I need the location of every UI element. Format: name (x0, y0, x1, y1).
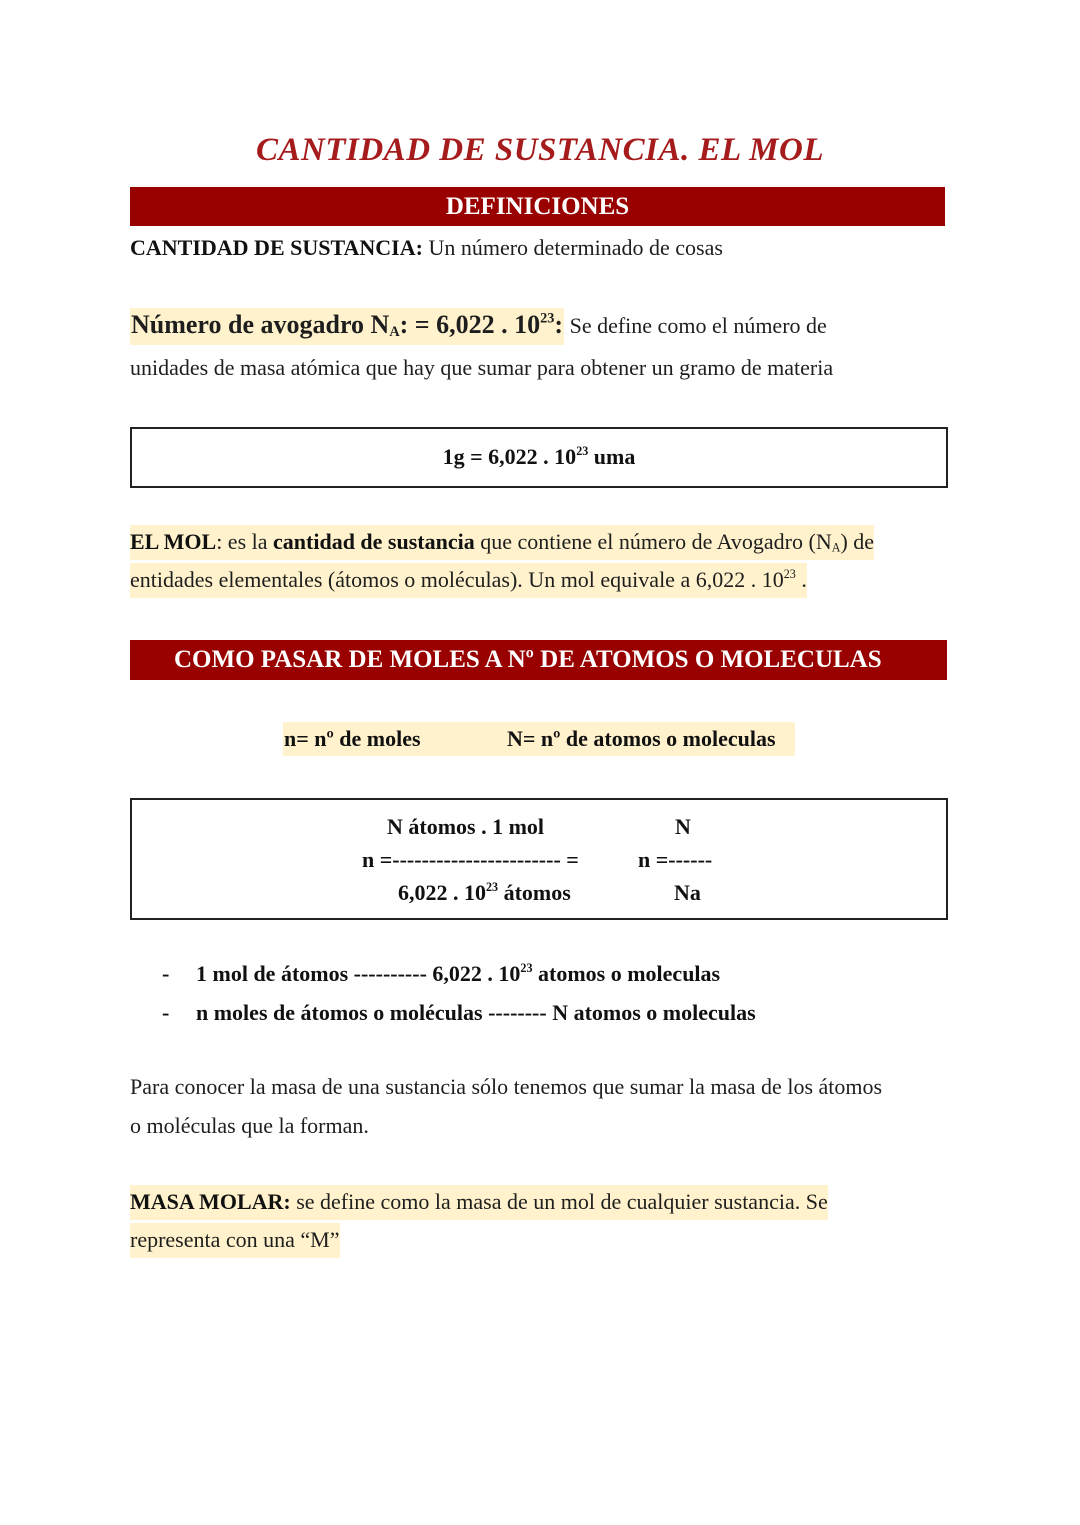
cantidad-definition (130, 229, 723, 267)
mol-definition-line1 (130, 523, 874, 561)
mol-definition-line2 (130, 561, 807, 599)
formula2-denominator: Na (674, 880, 701, 905)
bullet-item-end: atomos o moleculas (532, 961, 721, 986)
avogadro-text-line1: Se define como el número de (564, 313, 827, 338)
equivalence-sup: 23 (576, 443, 589, 458)
variable-N-label: N (507, 726, 523, 751)
equivalence-part1: 1g = 6,022 . 10 (442, 444, 577, 469)
mol-sub: A (831, 540, 841, 555)
page-title: CANTIDAD DE SUSTANCIA. EL MOL (256, 132, 824, 168)
formula1-denominator-sup: 23 (486, 879, 499, 894)
avogadro-label-text: Número de avogadro N (131, 310, 390, 339)
mol-line2-end: . (795, 567, 807, 592)
formula2-numerator: N (675, 814, 691, 839)
bullet-item-text: 1 mol de átomos ---------- 6,022 . 10 (196, 961, 521, 986)
formula1-denominator-unit: átomos (498, 880, 571, 905)
avogadro-sub: A (389, 323, 400, 340)
equivalence-part2: uma (588, 444, 636, 469)
avogadro-sup: 23 (540, 310, 555, 327)
variable-n (284, 720, 421, 758)
avogadro-label (130, 308, 564, 345)
formula2-line: n =------ (638, 847, 713, 872)
variable-N-text: = nº de atomos o moleculas (522, 726, 776, 751)
formula1-denominator (398, 880, 571, 906)
mol-label: EL MOL (130, 529, 217, 554)
formula1-line: n =----------------------- = (362, 847, 579, 872)
masa-molar-line2-text: representa con una “M” (130, 1223, 340, 1258)
masa-paragraph-line1: Para conocer la masa de una sustancia sólo tenemos que sumar la masa de los átomos (130, 1074, 883, 1099)
avogadro-text-line2: unidades de masa atómica que hay que sumar para obtener un gramo de materia (130, 355, 834, 380)
mol-text2: que contiene el número de Avogadro (N (474, 529, 832, 554)
formula1-numerator: N átomos . 1 mol (387, 814, 545, 839)
avogadro-colon: : (554, 310, 564, 339)
avogadro-definition-line1 (130, 306, 827, 345)
masa-molar-label: MASA MOLAR: (130, 1189, 291, 1214)
masa-molar-line2 (130, 1221, 340, 1259)
mol-line2-sup: 23 (783, 566, 796, 581)
section-banner-conversion: COMO PASAR DE MOLES A Nº DE ATOMOS O MOLECULAS (130, 640, 947, 680)
mol-line2-text: entidades elementales (átomos o moléculas). Un mol equivale a 6,022 . 10 (130, 567, 784, 592)
masa-molar-line1 (130, 1183, 828, 1221)
bullet-dash: - (162, 1000, 170, 1025)
equivalence-formula (132, 429, 946, 485)
variable-n-label: n (284, 726, 297, 751)
variable-N (507, 720, 776, 758)
section-banner-definiciones: DEFINICIONES (130, 187, 945, 226)
mol-text1: : es la (216, 529, 274, 554)
variable-n-text: = nº de moles (296, 726, 421, 751)
masa-paragraph-line2: o moléculas que la forman. (130, 1113, 369, 1138)
avogadro-value: : = 6,022 . 10 (399, 310, 541, 339)
mol-text3: ) de (840, 529, 875, 554)
mol-bold: cantidad de sustancia (273, 529, 475, 554)
bullet-item-text: n moles de átomos o moléculas -------- N atomos o moleculas (196, 1000, 756, 1025)
bullet-item (196, 961, 720, 987)
cantidad-label: CANTIDAD DE SUSTANCIA: (130, 235, 423, 260)
masa-molar-text: se define como la masa de un mol de cualquier sustancia. Se (290, 1189, 828, 1214)
equivalence-box (130, 427, 948, 488)
cantidad-text: Un número determinado de cosas (422, 235, 723, 260)
bullet-item-sup: 23 (520, 960, 533, 975)
formula1-denominator-text: 6,022 . 10 (398, 880, 486, 905)
bullet-dash: - (162, 961, 170, 986)
formula-box (130, 798, 948, 920)
bullet-item (196, 1000, 756, 1026)
